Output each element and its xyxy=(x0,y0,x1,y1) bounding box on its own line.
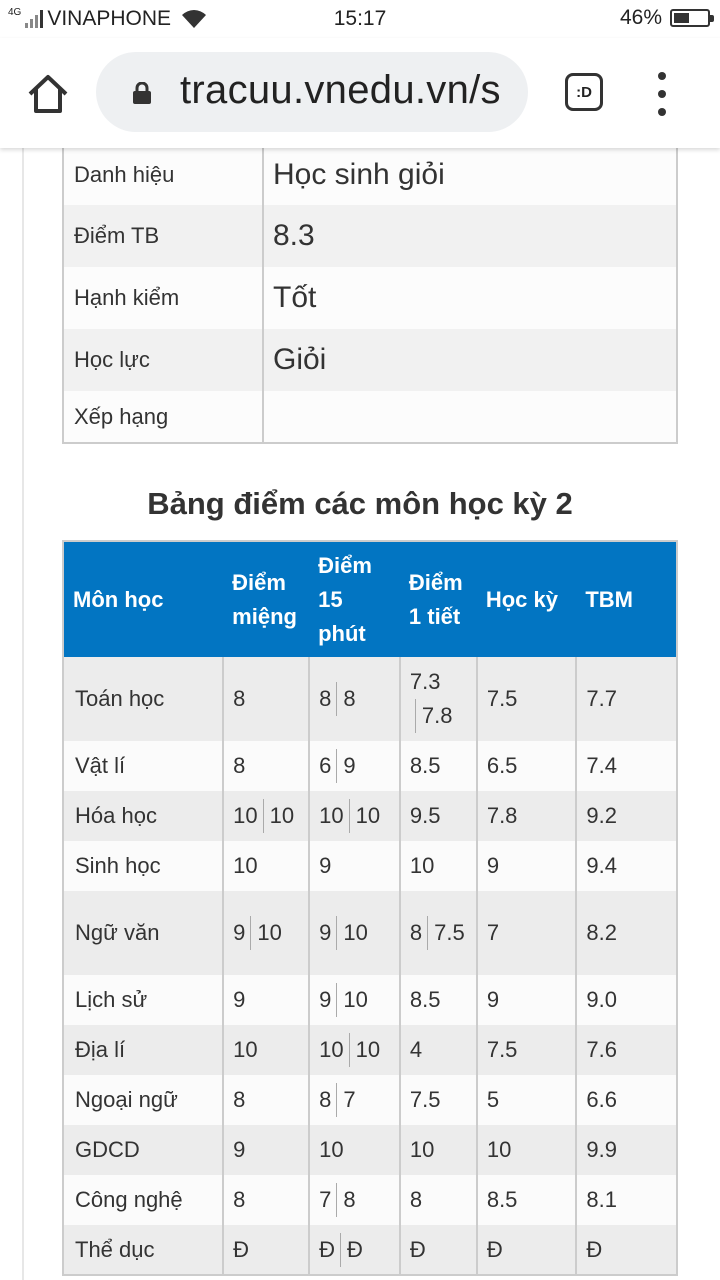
test-score-cell xyxy=(400,657,477,741)
summary-row xyxy=(63,329,677,391)
score-value: 10 xyxy=(263,799,294,833)
score-value: 8 xyxy=(233,1087,246,1112)
semester-score-cell: 9 xyxy=(477,841,577,891)
summary-row xyxy=(63,391,677,443)
score-value: Đ xyxy=(340,1233,363,1267)
grade-row xyxy=(63,1075,677,1125)
summary-label: Danh hiệu xyxy=(63,148,263,205)
semester-score-cell: 5 xyxy=(477,1075,577,1125)
grades-title: Bảng điểm các môn học kỳ 2 xyxy=(147,486,573,521)
score-value: 8 xyxy=(233,1187,246,1212)
summary-value: Tốt xyxy=(263,267,677,329)
test-score-cell xyxy=(400,1225,477,1275)
subject-cell: Ngữ văn xyxy=(63,891,223,975)
score-value: 10 xyxy=(233,853,258,878)
score-value: 10 xyxy=(409,1137,435,1162)
average-score-cell: 6.6 xyxy=(576,1075,677,1125)
score-value: 8 xyxy=(319,686,332,711)
score-value: 7 xyxy=(319,1187,332,1212)
score-value: 9 xyxy=(233,987,246,1012)
col-header-oral: Điểm miệng xyxy=(223,541,309,657)
score-value: 8 xyxy=(336,1183,355,1217)
quiz-score-cell xyxy=(309,1075,400,1125)
semester-score-cell: 7 xyxy=(477,891,577,975)
score-value: 7 xyxy=(336,1083,355,1117)
lock-icon xyxy=(132,82,152,104)
quiz-score-cell xyxy=(309,1225,400,1275)
col-header-semester: Học kỳ xyxy=(477,541,577,657)
summary-row xyxy=(63,267,677,329)
oral-score-cell xyxy=(223,1075,309,1125)
score-value: 10 xyxy=(319,1137,344,1162)
semester-score-cell: 6.5 xyxy=(477,741,577,791)
test-score-cell xyxy=(400,1075,477,1125)
quiz-score-cell xyxy=(309,841,400,891)
score-value: 4 xyxy=(409,1037,423,1062)
test-score-cell xyxy=(400,791,477,841)
test-score-cell xyxy=(400,1175,477,1225)
oral-score-cell xyxy=(223,741,309,791)
semester-score-cell: 9 xyxy=(477,975,577,1025)
test-score-cell xyxy=(400,741,477,791)
grade-row xyxy=(63,1225,677,1275)
score-value: 6 xyxy=(319,753,332,778)
summary-row xyxy=(63,148,677,205)
average-score-cell: 8.2 xyxy=(576,891,677,975)
semester-score-cell: 7.5 xyxy=(477,657,577,741)
average-score-cell: 9.2 xyxy=(576,791,677,841)
score-value: 8.5 xyxy=(409,987,441,1012)
subject-cell: Công nghệ xyxy=(63,1175,223,1225)
average-score-cell: 7.7 xyxy=(576,657,677,741)
score-value: 10 xyxy=(409,853,435,878)
semester-score-cell: 7.5 xyxy=(477,1025,577,1075)
oral-score-cell xyxy=(223,975,309,1025)
quiz-score-cell xyxy=(309,1025,400,1075)
col-header-1period: Điểm 1 tiết xyxy=(400,541,477,657)
oral-score-cell xyxy=(223,657,309,741)
semester-score-cell: 7.8 xyxy=(477,791,577,841)
status-bar xyxy=(0,0,720,38)
score-value: 10 xyxy=(319,1037,344,1062)
quiz-score-cell xyxy=(309,657,400,741)
score-value: 9 xyxy=(319,987,332,1012)
test-score-cell xyxy=(400,891,477,975)
quiz-score-cell xyxy=(309,975,400,1025)
subject-cell: Thể dục xyxy=(63,1225,223,1275)
quiz-score-cell xyxy=(309,891,400,975)
score-value: 8 xyxy=(233,686,246,711)
battery-percent: 46% xyxy=(619,6,662,29)
oral-score-cell xyxy=(223,841,309,891)
score-value: 10 xyxy=(349,1033,380,1067)
subject-cell: GDCD xyxy=(63,1125,223,1175)
test-score-cell xyxy=(400,1125,477,1175)
col-header-subject: Môn học xyxy=(63,541,223,657)
home-icon[interactable] xyxy=(26,72,70,116)
score-value: 8.5 xyxy=(409,753,441,778)
tab-switcher-button[interactable]: :D xyxy=(565,73,603,111)
score-value: 9 xyxy=(336,749,355,783)
score-value: 10 xyxy=(349,799,380,833)
summary-label: Điểm TB xyxy=(63,205,263,267)
test-score-cell xyxy=(400,1025,477,1075)
score-value: 8 xyxy=(409,920,423,945)
col-header-average: TBM xyxy=(576,541,677,657)
score-value: 10 xyxy=(233,1037,258,1062)
summary-row xyxy=(63,205,677,267)
grade-row xyxy=(63,975,677,1025)
grade-row xyxy=(63,791,677,841)
score-value: 7.5 xyxy=(427,916,465,950)
oral-score-cell xyxy=(223,1175,309,1225)
semester-score-cell: 10 xyxy=(477,1125,577,1175)
subject-cell: Lịch sử xyxy=(63,975,223,1025)
score-value: Đ xyxy=(233,1236,250,1262)
browser-toolbar xyxy=(0,38,720,148)
semester-score-cell: Đ xyxy=(477,1225,577,1275)
summary-label: Hạnh kiểm xyxy=(63,267,263,329)
score-value: 8 xyxy=(409,1187,423,1212)
url-text: tracuu.vnedu.vn/s xyxy=(180,68,501,112)
quiz-score-cell xyxy=(309,1125,400,1175)
summary-table xyxy=(62,148,678,444)
score-value: 10 xyxy=(319,803,344,828)
score-value: 7.8 xyxy=(415,699,453,733)
battery-icon xyxy=(670,9,710,27)
subject-cell: Vật lí xyxy=(63,741,223,791)
grades-header-row xyxy=(63,541,677,657)
oral-score-cell xyxy=(223,1025,309,1075)
grade-row xyxy=(63,741,677,791)
score-value: 8 xyxy=(319,1087,332,1112)
more-menu-icon[interactable] xyxy=(652,72,672,116)
summary-value xyxy=(263,391,677,443)
score-value: 9 xyxy=(233,920,246,945)
quiz-score-cell xyxy=(309,1175,400,1225)
summary-label: Học lực xyxy=(63,329,263,391)
summary-value: Giỏi xyxy=(263,329,677,391)
grade-row xyxy=(63,1175,677,1225)
score-value: 9.5 xyxy=(409,803,441,828)
subject-cell: Hóa học xyxy=(63,791,223,841)
average-score-cell: 9.9 xyxy=(576,1125,677,1175)
oral-score-cell xyxy=(223,791,309,841)
average-score-cell: 7.4 xyxy=(576,741,677,791)
average-score-cell: Đ xyxy=(576,1225,677,1275)
grade-row xyxy=(63,1125,677,1175)
test-score-cell xyxy=(400,975,477,1025)
grades-body xyxy=(63,657,677,1275)
network-type: 4G xyxy=(8,6,22,18)
score-value: 8 xyxy=(233,753,246,778)
oral-score-cell xyxy=(223,1225,309,1275)
test-score-cell xyxy=(400,841,477,891)
grade-row xyxy=(63,1025,677,1075)
oral-score-cell xyxy=(223,891,309,975)
grades-table xyxy=(62,540,678,1276)
score-value: 9 xyxy=(319,853,332,878)
oral-score-cell xyxy=(223,1125,309,1175)
col-header-15min: Điểm 15 phút xyxy=(309,541,400,657)
score-value: Đ xyxy=(319,1236,335,1262)
clock: 15:17 xyxy=(333,7,387,30)
average-score-cell: 9.4 xyxy=(576,841,677,891)
score-value: 7.5 xyxy=(409,1087,441,1112)
score-value: 10 xyxy=(250,916,281,950)
page-content xyxy=(0,148,720,1280)
score-value: Đ xyxy=(409,1236,426,1262)
average-score-cell: 7.6 xyxy=(576,1025,677,1075)
score-value: 7.3 xyxy=(409,669,441,694)
status-right xyxy=(620,6,710,30)
score-value: 10 xyxy=(336,916,367,950)
summary-label: Xếp hạng xyxy=(63,391,263,443)
grade-row xyxy=(63,841,677,891)
average-score-cell: 8.1 xyxy=(576,1175,677,1225)
grade-row xyxy=(63,891,677,975)
page-edge xyxy=(22,148,24,1280)
score-value: 9 xyxy=(319,920,332,945)
summary-value: 8.3 xyxy=(263,205,677,267)
score-value: 10 xyxy=(336,983,367,1017)
semester-score-cell: 8.5 xyxy=(477,1175,577,1225)
score-value: 8 xyxy=(336,682,355,716)
battery-level-fill xyxy=(674,13,689,23)
grade-row xyxy=(63,657,677,741)
score-value: 10 xyxy=(233,803,258,828)
subject-cell: Địa lí xyxy=(63,1025,223,1075)
subject-cell: Ngoại ngữ xyxy=(63,1075,223,1125)
quiz-score-cell xyxy=(309,791,400,841)
carrier-name: VINAPHONE xyxy=(47,7,172,30)
quiz-score-cell xyxy=(309,741,400,791)
subject-cell: Toán học xyxy=(63,657,223,741)
address-bar[interactable] xyxy=(96,52,528,132)
average-score-cell: 9.0 xyxy=(576,975,677,1025)
summary-value: Học sinh giỏi xyxy=(263,148,677,205)
score-value: 9 xyxy=(233,1137,246,1162)
subject-cell: Sinh học xyxy=(63,841,223,891)
